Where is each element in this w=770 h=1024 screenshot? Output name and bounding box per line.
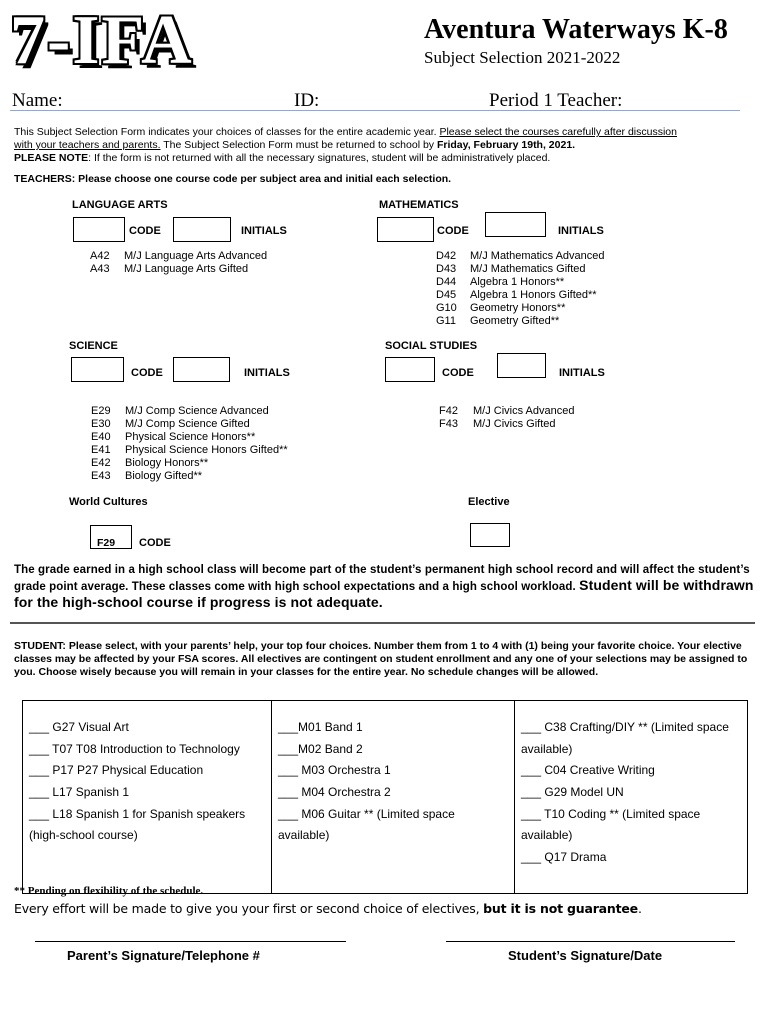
intro-deadline: Friday, February 19th, 2021. bbox=[436, 139, 576, 151]
list-item: D45 Algebra 1 Honors Gifted** bbox=[436, 289, 597, 301]
list-item: G10 Geometry Honors** bbox=[436, 302, 566, 314]
note-text: : If the form is not returned with all the necessary signatures, student will be administratively placed. bbox=[88, 152, 551, 164]
header-divider bbox=[10, 110, 740, 111]
science-code-label: CODE bbox=[131, 367, 163, 379]
pending-note: ** Pending on flexibility of the schedule. bbox=[14, 885, 204, 897]
mathematics-initials-label: INITIALS bbox=[558, 225, 604, 237]
science-title: SCIENCE bbox=[69, 340, 118, 352]
choice-item[interactable]: ___ C04 Creative Writing bbox=[521, 763, 655, 778]
name-label: Name: bbox=[12, 90, 63, 111]
science-course-list bbox=[91, 405, 288, 483]
language-arts-code-label: CODE bbox=[129, 225, 161, 237]
list-item: D44 Algebra 1 Honors** bbox=[436, 276, 565, 288]
effort-note-text: Every effort will be made to give you your first or second choice of electives, bbox=[14, 901, 480, 916]
intro-line2-underlined: with your teachers and parents. bbox=[14, 139, 161, 151]
choice-item-note: available) bbox=[278, 828, 330, 843]
effort-note-emphasis: but it is not guarantee bbox=[483, 901, 638, 916]
period-teacher-label: Period 1 Teacher: bbox=[489, 90, 623, 111]
world-cultures-code-value: F29 bbox=[97, 537, 116, 549]
choice-item[interactable]: ___M01 Band 1 bbox=[278, 720, 363, 734]
language-arts-initials-label: INITIALS bbox=[241, 225, 287, 237]
table-row bbox=[23, 701, 748, 894]
social-studies-initials-box[interactable] bbox=[497, 353, 546, 378]
science-initials-label: INITIALS bbox=[244, 367, 290, 379]
parent-signature-line[interactable] bbox=[35, 941, 346, 942]
student-signature-line[interactable] bbox=[446, 941, 735, 942]
mathematics-title: MATHEMATICS bbox=[379, 199, 459, 211]
world-cultures-title: World Cultures bbox=[69, 496, 148, 508]
choice-item[interactable]: ___ G27 Visual Art bbox=[29, 720, 129, 734]
choice-item[interactable]: ___ C38 Crafting/DIY ** (Limited space bbox=[521, 720, 729, 734]
world-cultures-code-box[interactable] bbox=[90, 525, 132, 549]
social-studies-code-label: CODE bbox=[442, 367, 474, 379]
choice-item[interactable]: ___ T10 Coding ** (Limited space bbox=[521, 806, 701, 821]
choice-item-note: available) bbox=[521, 741, 573, 756]
choice-item[interactable]: ___ Q17 Drama bbox=[521, 850, 607, 865]
list-item: E30 M/J Comp Science Gifted bbox=[91, 418, 250, 430]
social-studies-code-box[interactable] bbox=[385, 357, 435, 382]
choice-item[interactable]: ___ M04 Orchestra 2 bbox=[278, 785, 391, 800]
choices-column-1 bbox=[23, 701, 272, 894]
list-item: D43 M/J Mathematics Gifted bbox=[436, 263, 586, 275]
list-item: A42 M/J Language Arts Advanced bbox=[90, 250, 268, 262]
choice-item-note: available) bbox=[521, 828, 573, 843]
parent-signature-label: Parent’s Signature/Telephone # bbox=[67, 948, 260, 963]
choices-column-3 bbox=[515, 701, 748, 894]
effort-note bbox=[14, 901, 642, 916]
language-arts-initials-box[interactable] bbox=[173, 217, 231, 242]
choice-item[interactable]: ___ M03 Orchestra 1 bbox=[278, 763, 391, 778]
language-arts-code-box[interactable] bbox=[73, 217, 125, 242]
science-initials-box[interactable] bbox=[173, 357, 230, 382]
choice-item[interactable]: ___ T07 T08 Introduction to Technology bbox=[29, 741, 240, 756]
list-item: E29 M/J Comp Science Advanced bbox=[91, 405, 269, 417]
id-label: ID: bbox=[294, 90, 320, 111]
choice-item[interactable]: ___ L17 Spanish 1 bbox=[29, 785, 130, 800]
social-studies-course-list bbox=[439, 405, 574, 431]
school-logo: 7-IFA bbox=[10, 2, 194, 79]
mathematics-course-list bbox=[436, 250, 605, 328]
choice-item-note: (high-school course) bbox=[29, 828, 138, 843]
list-item: F42 M/J Civics Advanced bbox=[439, 405, 575, 417]
social-studies-title: SOCIAL STUDIES bbox=[385, 340, 478, 352]
form-subtitle: Subject Selection 2021-2022 bbox=[424, 48, 621, 67]
list-item: D42 M/J Mathematics Advanced bbox=[436, 250, 605, 262]
student-instruction: STUDENT: Please select, with your parents’ help, your top four choices. Number them from 1 to 4 with (1) being your favorite choice. Your elective classes may be affected by your FSA scores. All electives are contingent on student enrollment and any one of your selections may be assigned to you. Choose wisely because you will remain in your classes for the entire year. No schedule changes will be allowed. bbox=[14, 640, 748, 678]
mathematics-code-box[interactable] bbox=[377, 217, 434, 242]
social-studies-initials-label: INITIALS bbox=[559, 367, 605, 379]
choice-item[interactable]: ___ L18 Spanish 1 for Spanish speakers bbox=[29, 806, 246, 821]
grade-notice-withdrawal: Student will be withdrawn for the high-school course if progress is not adequate. bbox=[14, 577, 754, 610]
choice-item[interactable]: ___ P17 P27 Physical Education bbox=[29, 763, 204, 778]
note-label: PLEASE NOTE bbox=[14, 152, 89, 164]
intro-paragraph bbox=[14, 126, 754, 165]
mathematics-code-label: CODE bbox=[437, 225, 469, 237]
mathematics-initials-box[interactable] bbox=[485, 212, 546, 237]
list-item: A43 M/J Language Arts Gifted bbox=[90, 263, 249, 275]
elective-choices-table bbox=[22, 700, 748, 894]
list-item: E41 Physical Science Honors Gifted** bbox=[91, 444, 288, 456]
list-item: E43 Biology Gifted** bbox=[91, 470, 203, 482]
list-item: G11 Geometry Gifted** bbox=[436, 315, 560, 327]
language-arts-title: LANGUAGE ARTS bbox=[72, 199, 168, 211]
choices-column-2 bbox=[272, 701, 515, 894]
section-divider bbox=[10, 622, 755, 624]
language-arts-course-list bbox=[90, 250, 267, 276]
intro-line1-text: This Subject Selection Form indicates your choices of classes for the entire academic year. bbox=[14, 126, 437, 138]
grade-notice-text: The grade earned in a high school class will become part of the student’s permanent high school record and will affect the student’s grade point average. These classes come with high school expectations and a high school workload. bbox=[14, 564, 750, 593]
science-code-box[interactable] bbox=[71, 357, 124, 382]
choice-item[interactable]: ___M02 Band 2 bbox=[278, 741, 363, 756]
effort-note-end: . bbox=[637, 901, 642, 916]
student-signature-label: Student’s Signature/Date bbox=[508, 948, 663, 963]
grade-notice bbox=[14, 563, 756, 612]
elective-code-box[interactable] bbox=[470, 523, 510, 547]
intro-line1-underlined: Please select the courses carefully after discussion bbox=[439, 126, 677, 138]
list-item: E40 Physical Science Honors** bbox=[91, 431, 256, 443]
intro-line2-text: The Subject Selection Form must be returned to school by bbox=[163, 139, 435, 151]
teachers-instruction: TEACHERS: Please choose one course code per subject area and initial each selection. bbox=[14, 173, 452, 185]
choice-item[interactable]: ___ M06 Guitar ** (Limited space bbox=[278, 806, 455, 821]
world-cultures-code-label: CODE bbox=[139, 537, 171, 549]
list-item: F43 M/J Civics Gifted bbox=[439, 418, 556, 430]
school-name: Aventura Waterways K-8 bbox=[424, 14, 728, 45]
elective-title: Elective bbox=[468, 496, 510, 508]
choice-item[interactable]: ___ G29 Model UN bbox=[521, 785, 624, 800]
list-item: E42 Biology Honors** bbox=[91, 457, 209, 469]
